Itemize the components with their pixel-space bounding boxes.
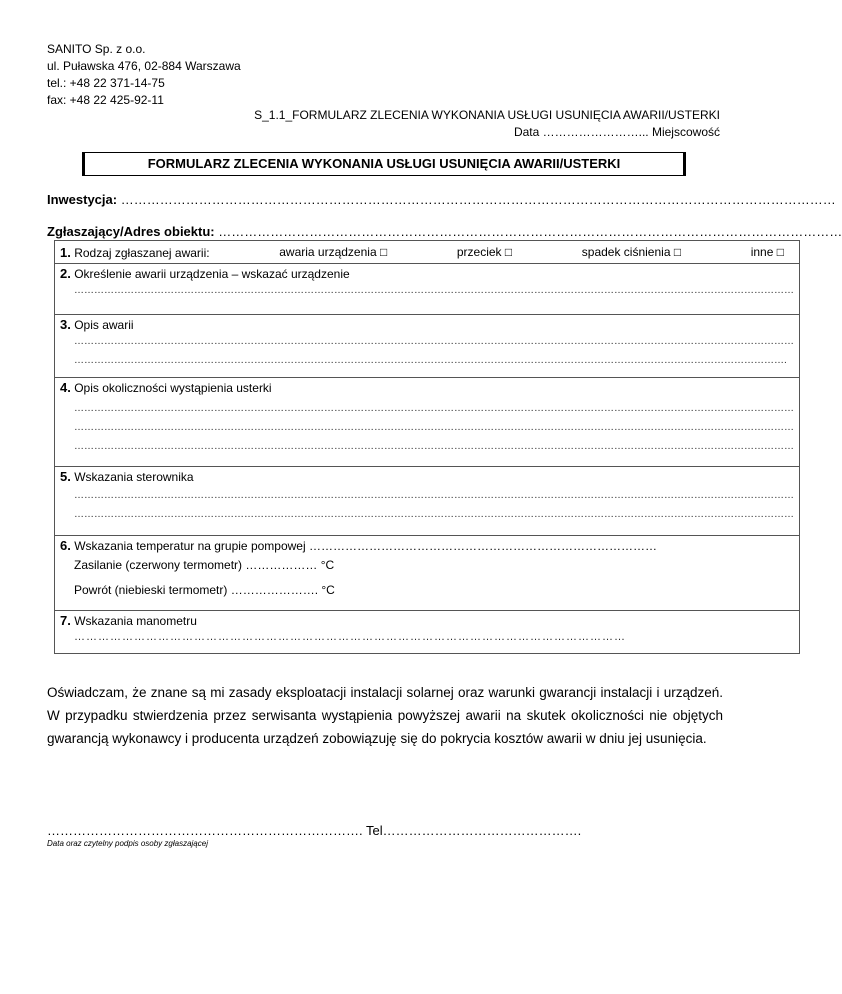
reporter-dots: ……………………………………………………………………………………………………………………………… [218, 224, 842, 239]
section-2-row [55, 264, 800, 315]
section-3-row [55, 315, 800, 378]
investment-label: Inwestycja: [47, 192, 118, 207]
section-3-line-2[interactable]: ……………………………………………………………………………………………………………………………………………………………………………………………. [74, 355, 787, 366]
section-4-row [55, 378, 800, 467]
signature-line[interactable]: ………………………………………………………………. Tel………………………………………. [47, 823, 582, 838]
declaration-text: Oświadczam, że znane są mi zasady eksploatacji instalacji solarnej oraz warunki gwarancji instalacji i urządzeń. W przypadku stwierdzenia przez serwisanta wystąpienia powyższej awarii na skutek okoliczności nie objętych gwarancją wykonawcy i producenta urządzeń zobowiązuję się do pokrycia kosztów awarii w dniu jej usunięcia. [47, 685, 723, 746]
doc-code: S_1.1_FORMULARZ ZLECENIA WYKONANIA USŁUGI USUNIĘCIA AWARII/USTERKI [254, 108, 720, 122]
investment-field[interactable] [47, 192, 836, 207]
section-2-title: 2. Określenie awarii urządzenia – wskazać urządzenie [60, 266, 350, 281]
document-header [254, 107, 720, 141]
section-2-line-1[interactable]: ……………………………………………………………………………………………………………………………………………………………………………………………… [74, 285, 794, 296]
section-5-title: 5. Wskazania sterownika [60, 469, 194, 484]
reporter-label: Zgłaszający/Adres obiektu: [47, 224, 215, 239]
section-5-line-1[interactable]: ……………………………………………………………………………………………………………………………………………………………………………………………… [74, 490, 794, 501]
option-leak[interactable]: przeciek □ [456, 245, 513, 259]
section-4-line-2[interactable]: ……………………………………………………………………………………………………………………………………………………………………………………………… [74, 422, 794, 433]
section-1-title: 1. Rodzaj zgłaszanej awarii: [60, 244, 210, 260]
section-5-line-2[interactable]: ……………………………………………………………………………………………………………………………………………………………………………………………… [74, 509, 794, 520]
company-address: ul. Puławska 476, 02-884 Warszawa [47, 59, 241, 73]
section-4-title: 4. Opis okoliczności wystąpienia usterki [60, 380, 272, 395]
company-info [47, 41, 241, 109]
company-fax: fax: +48 22 425-92-11 [47, 93, 164, 107]
form-title: FORMULARZ ZLECENIA WYKONANIA USŁUGI USUNIĘCIA AWARII/USTERKI [82, 152, 686, 176]
section-7-line-1[interactable]: ………………………………………………………………………………………………………………………… [74, 631, 626, 643]
section-4-line-3[interactable]: ……………………………………………………………………………………………………………………………………………………………………………………………… [74, 441, 794, 452]
section-3-line-1[interactable]: ……………………………………………………………………………………………………………………………………………………………………………………………… [74, 336, 794, 347]
section-5-row [55, 467, 800, 536]
return-temperature-field[interactable]: Powrót (niebieski termometr) …………………. °C [74, 583, 335, 597]
section-3-title: 3. Opis awarii [60, 317, 134, 332]
section-6-row [55, 536, 800, 611]
section-1-row [55, 241, 800, 264]
section-7-title: 7. Wskazania manometru [60, 613, 197, 628]
date-place-field[interactable]: Data ……………………... Miejscowość [513, 125, 720, 139]
investment-dots: ………………………………………………………………………………………………………………………………………………… [120, 192, 836, 207]
supply-temperature-field[interactable]: Zasilanie (czerwony termometr) ……………… °C [74, 558, 335, 572]
option-device-failure[interactable]: awaria urządzenia □ [279, 245, 388, 259]
company-name: SANITO Sp. z o.o. [47, 42, 146, 56]
section-7-row [55, 611, 800, 654]
section-4-line-1[interactable]: ……………………………………………………………………………………………………………………………………………………………………………………………… [74, 403, 794, 414]
reporter-field[interactable] [47, 224, 842, 239]
company-tel: tel.: +48 22 371-14-75 [47, 76, 165, 90]
signature-label: Data oraz czytelny podpis osoby zgłaszającej [47, 839, 208, 848]
option-other[interactable]: inne □ [750, 245, 784, 259]
fault-table [54, 240, 800, 654]
section-6-title[interactable]: 6. Wskazania temperatur na grupie pompowej …………………………………………………………………………… [60, 538, 657, 553]
option-pressure-drop[interactable]: spadek ciśnienia □ [581, 245, 682, 259]
